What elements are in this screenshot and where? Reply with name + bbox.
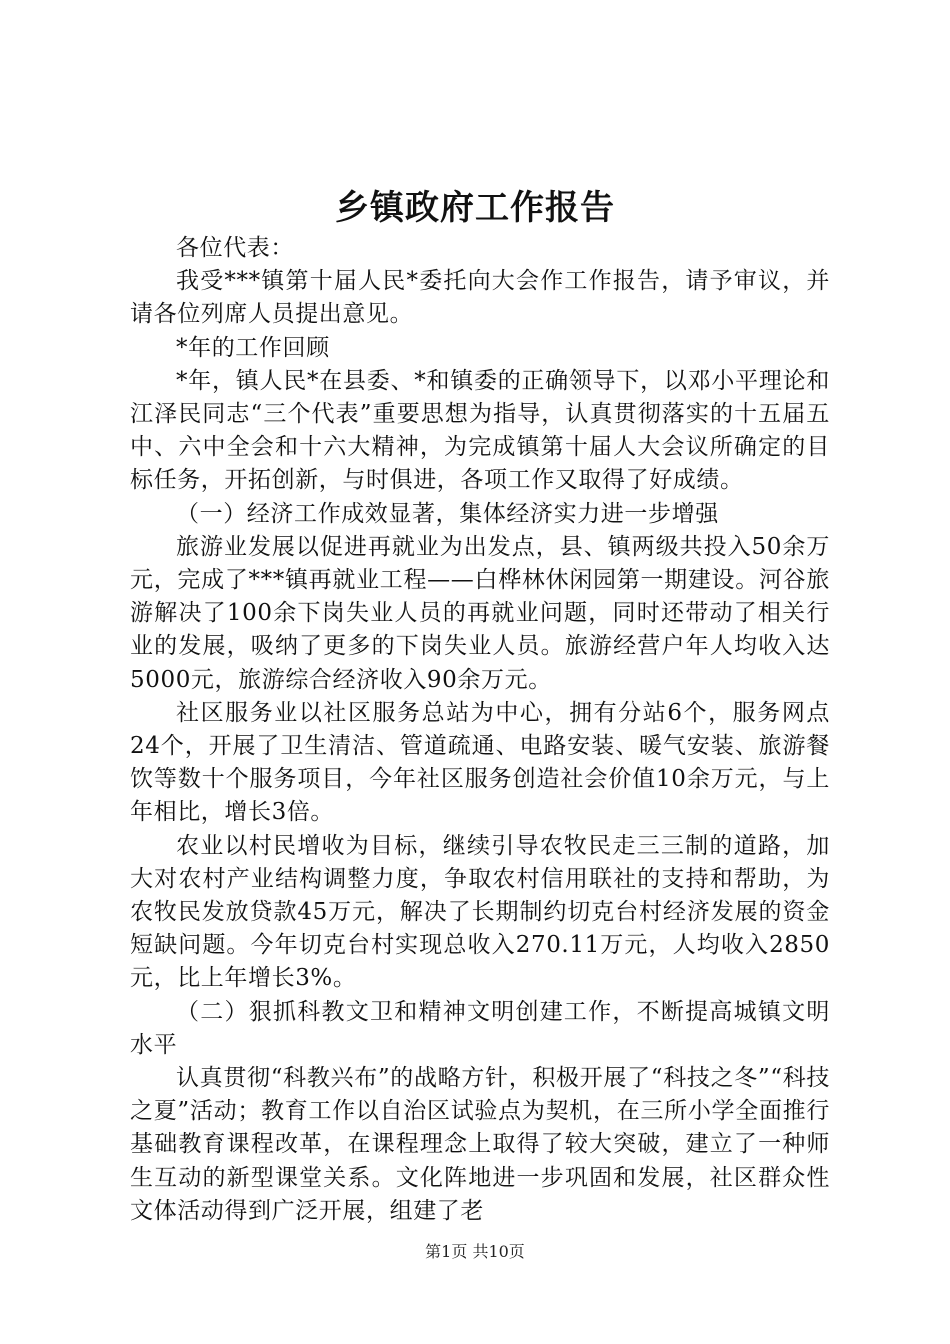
agriculture-paragraph: 农业以村民增收为目标，继续引导农牧民走三三制的道路，加大对农村产业结构调整力度，争取农村信用联社的支持和帮助，为农牧民发放贷款45万元，解决了长期制约切克台村经济发展的资金短缺问题。今年切克台村实现总收入270.11万元，人均收入2850元，比上年增长3%。 [130, 832, 830, 992]
page-number-footer: 第1页 共10页 [425, 1242, 525, 1261]
document-title: 乡镇政府工作报告 [335, 188, 615, 228]
subsection-heading-culture: （二）狠抓科教文卫和精神文明创建工作，不断提高城镇文明水平 [130, 998, 830, 1058]
document-body [130, 232, 830, 1228]
section-heading-review: *年的工作回顾 [176, 334, 330, 361]
salutation-paragraph: 各位代表： [176, 235, 294, 261]
subsection-heading-economy: （一）经济工作成效显著，集体经济实力进一步增强 [176, 500, 719, 527]
review-summary-paragraph: *年，镇人民*在县委、*和镇委的正确领导下，以邓小平理论和江泽民同志“三个代表”重要思想为指导，认真贯彻落实的十五届五中、六中全会和十六大精神，为完成镇第十届人大会议所确定的目标任务，开拓创新，与时俱进，各项工作又取得了好成绩。 [130, 367, 830, 494]
science-education-paragraph: 认真贯彻“科教兴布”的战略方针，积极开展了“科技之冬”“科技之夏”活动；教育工作以自治区试验点为契机，在三所小学全面推行基础教育课程改革，在课程理念上取得了较大突破，建立了一种师生互动的新型课堂关系。文化阵地进一步巩固和发展，社区群众性文体活动得到广泛开展，组建了老 [130, 1065, 830, 1224]
community-service-paragraph: 社区服务业以社区服务总站为中心，拥有分站6个，服务网点24个，开展了卫生清洁、管道疏通、电路安装、暖气安装、旅游餐饮等数十个服务项目，今年社区服务创造社会价值10余万元，与上年相比，增长3倍。 [130, 699, 830, 826]
intro-paragraph: 我受***镇第十届人民*委托向大会作工作报告，请予审议，并请各位列席人员提出意见。 [130, 268, 830, 328]
tourism-paragraph: 旅游业发展以促进再就业为出发点，县、镇两级共投入50余万元，完成了***镇再就业工程——白桦林休闲园第一期建设。河谷旅游解决了100余下岗失业人员的再就业问题，同时还带动了相关行业的发展，吸纳了更多的下岗失业人员。旅游经营户年人均收入达5000元，旅游综合经济收入90余万元。 [130, 533, 830, 693]
